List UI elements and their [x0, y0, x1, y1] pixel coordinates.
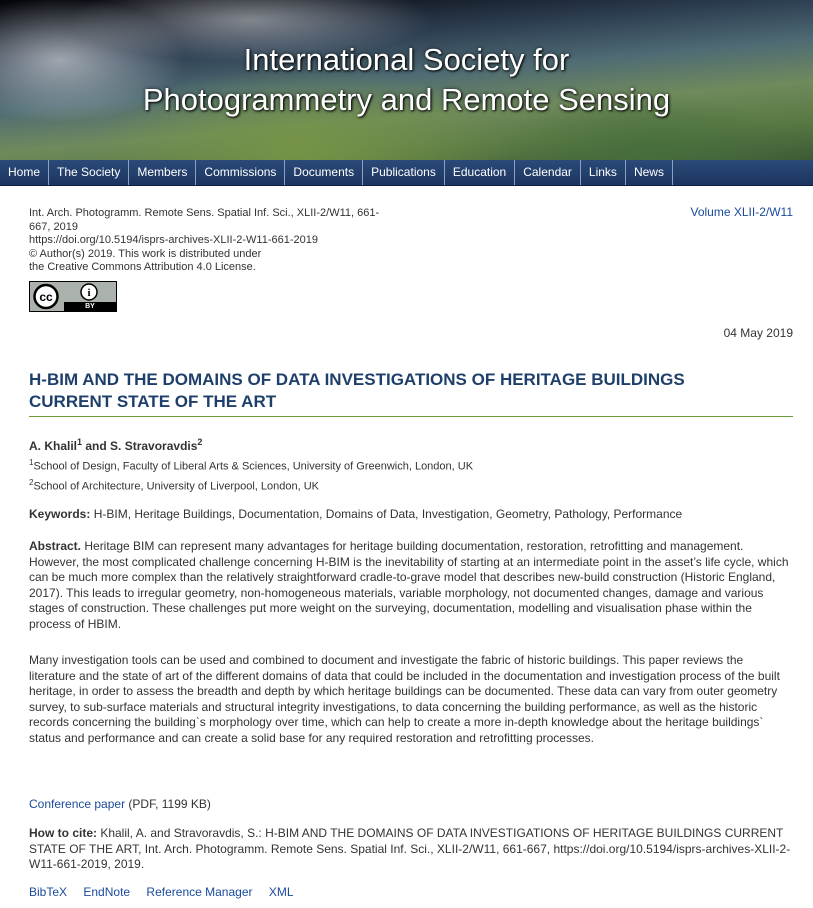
author-1-affil: 1 — [77, 437, 83, 447]
citation-doi: https://doi.org/10.5194/isprs-archives-XLII-2-W11-661-2019 — [29, 234, 318, 246]
export-reference-manager-link[interactable]: Reference Manager — [146, 885, 253, 899]
conference-paper-info: (PDF, 1199 KB) — [125, 797, 211, 811]
site-title-line1: International Society for — [243, 42, 570, 77]
nav-publications[interactable]: Publications — [363, 160, 445, 185]
export-endnote-link[interactable]: EndNote — [83, 885, 131, 899]
export-bibtex-link[interactable]: BibTeX — [29, 885, 68, 899]
authors — [29, 437, 202, 453]
affiliation-2 — [29, 478, 319, 493]
badge-by-label: BY — [85, 303, 95, 310]
keywords — [29, 507, 793, 523]
conference-paper-link[interactable]: Conference paper — [29, 797, 126, 811]
conference-paper — [29, 797, 793, 813]
citation-meta — [29, 207, 419, 275]
copyright-text: © Author(s) 2019. This work is distributed under — [29, 247, 262, 260]
keywords-label: Keywords: — [29, 507, 91, 521]
abstract-paragraph-2: Many investigation tools can be used and combined to document and investigate the fabric of historic buildings. This paper reviews the literature and the state of art of the different domains of data that could be included in the documentation and investigation process of the built heritage, in order to assess the breadth and depth by which heritage buildings can be documented. These data can vary from outer geometry survey, to sub-surface materials and structural integrity investigations, to data concerning the building performance, as well as the historic records concerning the building`s morphology over time, which can help to create a more in-depth knowledge about the heritage buildings` status and performance and can create a solid base for any required restoration and retrofitting processes. — [29, 653, 780, 745]
cc-license-badge[interactable] — [29, 281, 117, 312]
nav-education[interactable]: Education — [445, 160, 515, 185]
site-title-line2: Photogrammetry and Remote Sensing — [142, 82, 671, 117]
cite-text: Khalil, A. and Stravoravdis, S.: H-BIM AND THE DOMAINS OF DATA INVESTIGATIONS OF HERITAGE BUILDINGS CURRENT STATE OF THE ART, Int. Arch. Photogramm. Remote Sens. Spatial Inf. Sci., XLII-2/W11, 661-667, https://doi.org/10.5194/isprs-archives-XLII-2-W11-661-2019, 2019. — [29, 826, 791, 872]
export-links — [29, 885, 307, 899]
paper-title — [29, 369, 793, 417]
nav-documents[interactable]: Documents — [285, 160, 363, 185]
volume-link[interactable]: Volume XLII-2/W11 — [690, 205, 793, 219]
paper-title-line1: H-BIM AND THE DOMAINS OF DATA INVESTIGATIONS OF HERITAGE BUILDINGS — [29, 370, 685, 389]
author-2-affil: 2 — [197, 437, 203, 447]
author-2: and S. Stravoravdis — [82, 439, 198, 453]
nav-calendar[interactable]: Calendar — [515, 160, 581, 185]
nav-commissions[interactable]: Commissions — [196, 160, 285, 185]
nav-members[interactable]: Members — [129, 160, 196, 185]
site-title — [0, 40, 813, 120]
citation-pages: 667, 2019 — [29, 220, 78, 233]
header-banner — [0, 0, 813, 160]
main-nav — [0, 160, 813, 186]
affiliation-2-text: School of Architecture, University of Liverpool, London, UK — [33, 480, 319, 493]
export-xml-link[interactable]: XML — [268, 885, 294, 899]
affiliation-1-text: School of Design, Faculty of Liberal Arts & Sciences, University of Greenwich, London, UK — [33, 460, 474, 473]
by-icon-label: i — [87, 287, 91, 299]
abstract-paragraph-1 — [29, 539, 793, 633]
nav-news[interactable]: News — [626, 160, 673, 185]
affiliation-2-sup: 2 — [29, 478, 34, 487]
nav-the-society[interactable]: The Society — [49, 160, 129, 185]
abstract-text-1: Heritage BIM can represent many advantages for heritage building documentation, restoration, retrofitting and management. However, the most complicated challenge concerning H-BIM is the inevitability of starting at an intermediate point in the asset’s life cycle, which can be much more complex than the relatively straightforward cradle-to-grave model that describes new-build construction (Historic England, 2017). This leads to irregular geometry, non-homogeneous materials, variable morphology, not documented changes, damage and various stages of construction. These challenges put more weight on the surveying, documentation, modelling and visualisation phase within the process of HBIM. — [29, 539, 789, 631]
nav-links[interactable]: Links — [581, 160, 626, 185]
keywords-text: H-BIM, Heritage Buildings, Documentation, Domains of Data, Investigation, Geometry, Pathology, Performance — [90, 507, 683, 521]
publication-date: 04 May 2019 — [723, 326, 793, 340]
affiliation-1-sup: 1 — [29, 458, 34, 467]
nav-home[interactable]: Home — [0, 160, 49, 185]
affiliation-1 — [29, 458, 473, 473]
license-text: the Creative Commons Attribution 4.0 License. — [29, 261, 256, 273]
citation-journal: Int. Arch. Photogramm. Remote Sens. Spatial Inf. Sci., XLII-2/W11, 661- — [29, 207, 380, 219]
how-to-cite — [29, 826, 793, 873]
cite-label: How to cite: — [29, 826, 97, 840]
paper-title-line2: CURRENT STATE OF THE ART — [29, 392, 277, 411]
author-1: A. Khalil — [29, 439, 78, 453]
cc-icon-label: cc — [39, 290, 53, 304]
abstract-label: Abstract. — [29, 539, 82, 553]
